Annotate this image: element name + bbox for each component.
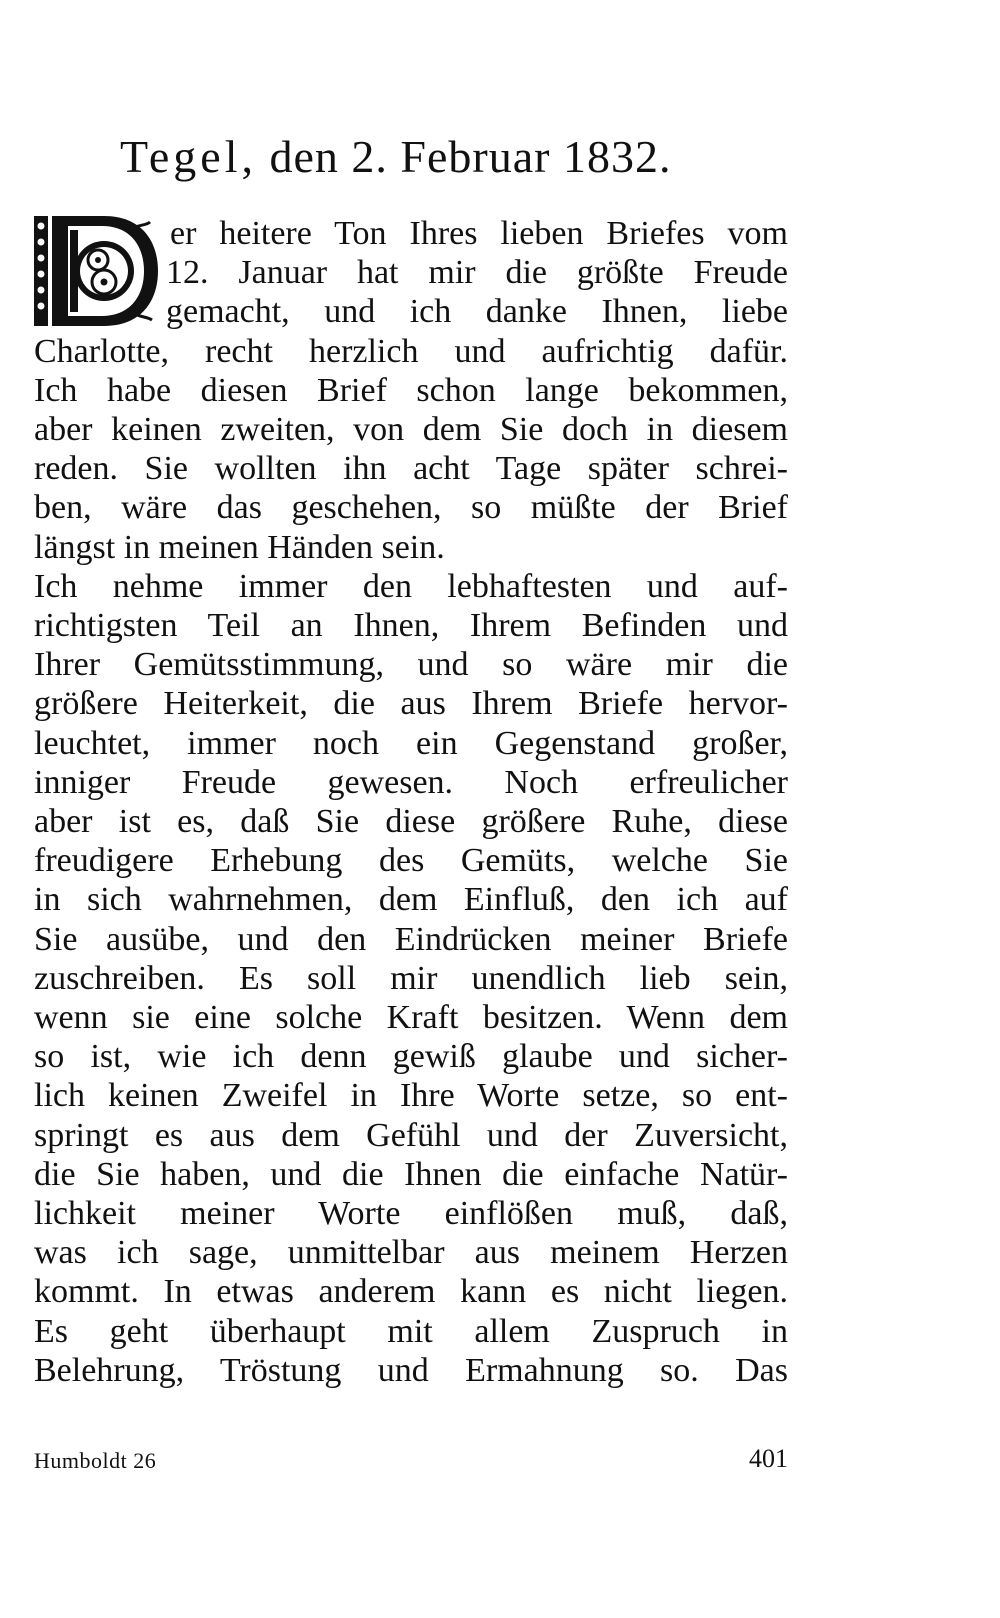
- text-line: leuchtet, immer noch ein Gegenstand großer,: [34, 724, 788, 762]
- text-line: Belehrung, Tröstung und Ermahnung so. Das: [34, 1351, 788, 1389]
- text-line: springt es aus dem Gefühl und der Zuversicht,: [34, 1116, 788, 1154]
- text-line: richtigsten Teil an Ihnen, Ihrem Befinden und: [34, 607, 788, 644]
- text-line: was ich sage, unmittelbar aus meinem Herzen: [34, 1234, 788, 1272]
- text-line: er heitere Ton Ihres lieben Briefes vom: [170, 215, 788, 252]
- text-line: Es geht überhaupt mit allem Zuspruch in: [34, 1312, 788, 1350]
- text-line: kommt. In etwas anderem kann es nicht liegen.: [34, 1273, 788, 1311]
- heading-date: den 2. Februar 1832.: [257, 131, 672, 182]
- text-line: freudigere Erhebung des Gemüts, welche Sie: [34, 842, 788, 880]
- signature-mark: Humboldt 26: [34, 1448, 157, 1473]
- text-line: die Sie haben, und die Ihnen die einfache Natür-: [34, 1155, 788, 1193]
- text-line: längst in meinen Händen sein.: [34, 528, 445, 566]
- heading-place: Tegel,: [120, 131, 258, 182]
- text-line: Ich habe diesen Brief schon lange bekommen,: [34, 371, 788, 409]
- text-line: in sich wahrnehmen, dem Einfluß, den ich auf: [34, 881, 788, 919]
- text-line: lich keinen Zweifel in Ihre Worte setze, so ent-: [34, 1077, 788, 1115]
- text-line: Ihrer Gemütsstimmung, und so wäre mir die: [34, 646, 788, 684]
- text-line: aber ist es, daß Sie diese größere Ruhe, diese: [34, 803, 788, 840]
- text-line: zuschreiben. Es soll mir unendlich lieb sein,: [34, 959, 788, 997]
- text-line: 12. Januar hat mir die größte Freude: [166, 254, 788, 292]
- text-line: Ich nehme immer den lebhaftesten und auf-: [34, 567, 788, 605]
- letter-heading: [120, 130, 672, 183]
- text-line: inniger Freude gewesen. Noch erfreulicher: [34, 763, 788, 801]
- text-line: gemacht, und ich danke Ihnen, liebe: [166, 293, 788, 331]
- text-line: wenn sie eine solche Kraft besitzen. Wenn dem: [34, 999, 788, 1036]
- decorated-initial-d: [34, 212, 159, 330]
- text-line: reden. Sie wollten ihn acht Tage später schrei-: [34, 450, 788, 488]
- text-line: aber keinen zweiten, von dem Sie doch in diesem: [34, 411, 788, 448]
- text-line: größere Heiterkeit, die aus Ihrem Briefe hervor-: [34, 685, 788, 723]
- text-line: ben, wäre das geschehen, so müßte der Brief: [34, 489, 788, 527]
- text-line: Charlotte, recht herzlich und aufrichtig dafür.: [34, 332, 788, 370]
- text-line: lichkeit meiner Worte einflößen muß, daß,: [34, 1195, 788, 1232]
- text-line: Sie ausübe, und den Eindrücken meiner Briefe: [34, 920, 788, 958]
- page-number: 401: [749, 1444, 788, 1473]
- text-line: so ist, wie ich denn gewiß glaube und sicher-: [34, 1038, 788, 1076]
